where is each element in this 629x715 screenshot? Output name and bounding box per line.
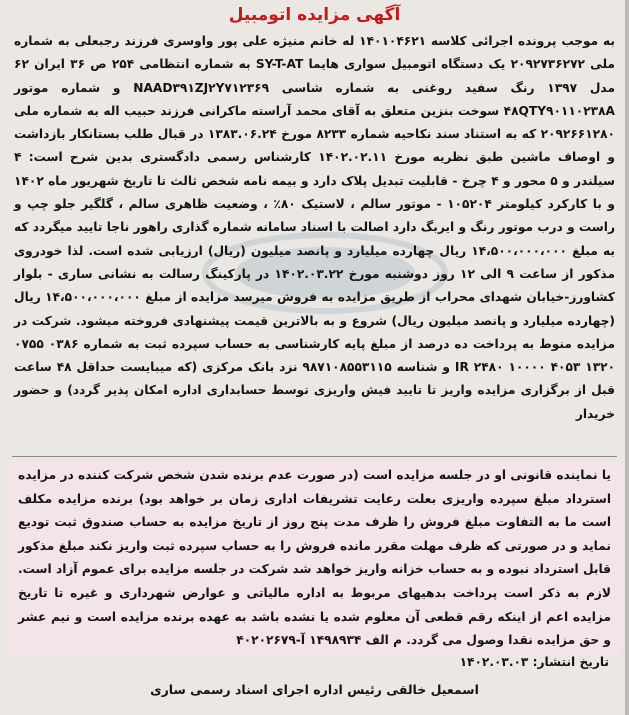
notice-title: آگهی مزایده اتومبیل (228, 5, 401, 25)
notice-paragraph-2: یا نماینده قانونی او در جلسه مزایده است (در صورت عدم برنده شدن شخص شرکت کننده در مزایده استرداد مبلغ سپرده واریزی بعلت رعایت تشریفات اداری زمان بر خواهد بود) برنده مزایده مکلف است ما به التفاوت مبلغ فروش را ظرف مدت پنج روز از تاریخ مزایده به حساب صندوق ثبت تودیع نماید و در صورتی که ظرف مهلت مقرر مانده فروش را به حساب سپرده ثبت واریز نکند مبلغ مذکور قابل استرداد نبوده و به حساب خزانه واریز خواهد شد شرکت در جلسه مزایده برای عموم آزاد است. لازم به ذکر است پرداخت بدهیهای مربوط به اداره مالیاتی و عوارض شهرداری و غیره تا تاریخ مزایده اعم از اینکه رقم قطعی آن معلوم شده یا نشده باشد به عهده برنده مزایده است و نیم عشر و حق مزایده نقدا وصول می گردد. م الف ۱۴۹۸۹۳۴ آ-۴۰۲۰۲۶۷۹ (18, 468, 611, 648)
signature: اسمعیل خالقی رئیس اداره اجرای اسناد رسمی ساری (150, 682, 479, 697)
page-edge (625, 0, 629, 715)
notice-paragraph-1: به موجب پرونده اجرائی کلاسه ۱۴۰۱۰۴۶۲۱ له خانم منیژه علی پور واوسری فرزند رجبعلی به شماره ملی ۲۰۹۲۷۳۶۲۷۲ یک دستگاه اتومبیل سواری هایما SY-T-AT به شماره انتظامی ۲۵۴ ص ۳۶ ایران ۶۲ مدل ۱۳۹۷ رنگ سفید روغنی به شماره شاسی NAAD۳۹۱ZJ۲Y۷۱۲۳۶۹ و شماره موتور ۴۸QTY۹۰۱۱۰۲۳۸A سوخت بنزین متعلق به آقای محمد آراسته ماکرانی فرزند حبیب اله به شماره ملی ۲۰۹۲۶۶۱۲۸۰ که به استناد سند نکاحیه شماره ۸۲۳۳ مورخ ۱۳۸۳.۰۶.۲۴ در قبال طلب بستانکار بازداشت و اوصاف ماشین طبق نظریه مورخ ۱۴۰۲.۰۲.۱۱ کارشناس رسمی دادگستری بدین شرح است: ۴ سیلندر و ۵ محور و ۴ چرخ - قابلیت تبدیل پلاک دارد و بیمه نامه شخص ثالث تا تاریخ شهریور ماه ۱۴۰۲ و با کارکرد کیلومتر ۱۰۵۲۰۴ - موتور سالم ، لاستیک ۸۰٪ ، وضعیت ظاهری سالم ، گلگیر جلو چپ و راست و درب موتور رنگ و ایربگ دارد اصالت با اسناد سامانه شماره گذاری راهور ناجا تایید میگردد که به مبلغ ۱۴،۵۰۰،۰۰۰،۰۰۰ ریال چهارده میلیارد و پانصد میلیون (ریال) ارزیابی شده است. لذا خودروی مذکور از ساعت ۹ الی ۱۲ روز دوشنبه مورخ ۱۴۰۲.۰۳.۲۲ در پارکینگ رسالت به نشانی ساری - بلوار کشاورز-خیابان شهدای محراب از طریق مزایده به فروش میرسد مزایده از مبلغ ۱۴،۵۰۰،۰۰۰،۰۰۰ ریال (چهارده میلیارد و پانصد میلیون ریال) شروع و به بالاترین قیمت پیشنهادی فروخته میشود. شرکت در مزایده منوط به پرداخت ده درصد از مبلغ پایه کارشناسی به حساب سپرده ثبت به شماره ۰۳۸۶ ۰۷۵۵ ۱۳۲۰ ۴۰۵۳ ۱۰۰۰۰ ۲۴۸۰ IR و شناسه ۹۸۷۱۰۸۵۵۳۱۱۵ نزد بانک مرکزی (که میبایست حداقل ۴۸ ساعت قبل از برگزاری مزایده واریز تا تایید فیش واریزی توسط حسابداری اداره امکان پذیر گردد) و حضور خریدار (14, 34, 616, 421)
section-divider (12, 456, 617, 457)
publish-date: تاریخ انتشار: ۱۴۰۲.۰۳.۰۳ (459, 655, 609, 669)
